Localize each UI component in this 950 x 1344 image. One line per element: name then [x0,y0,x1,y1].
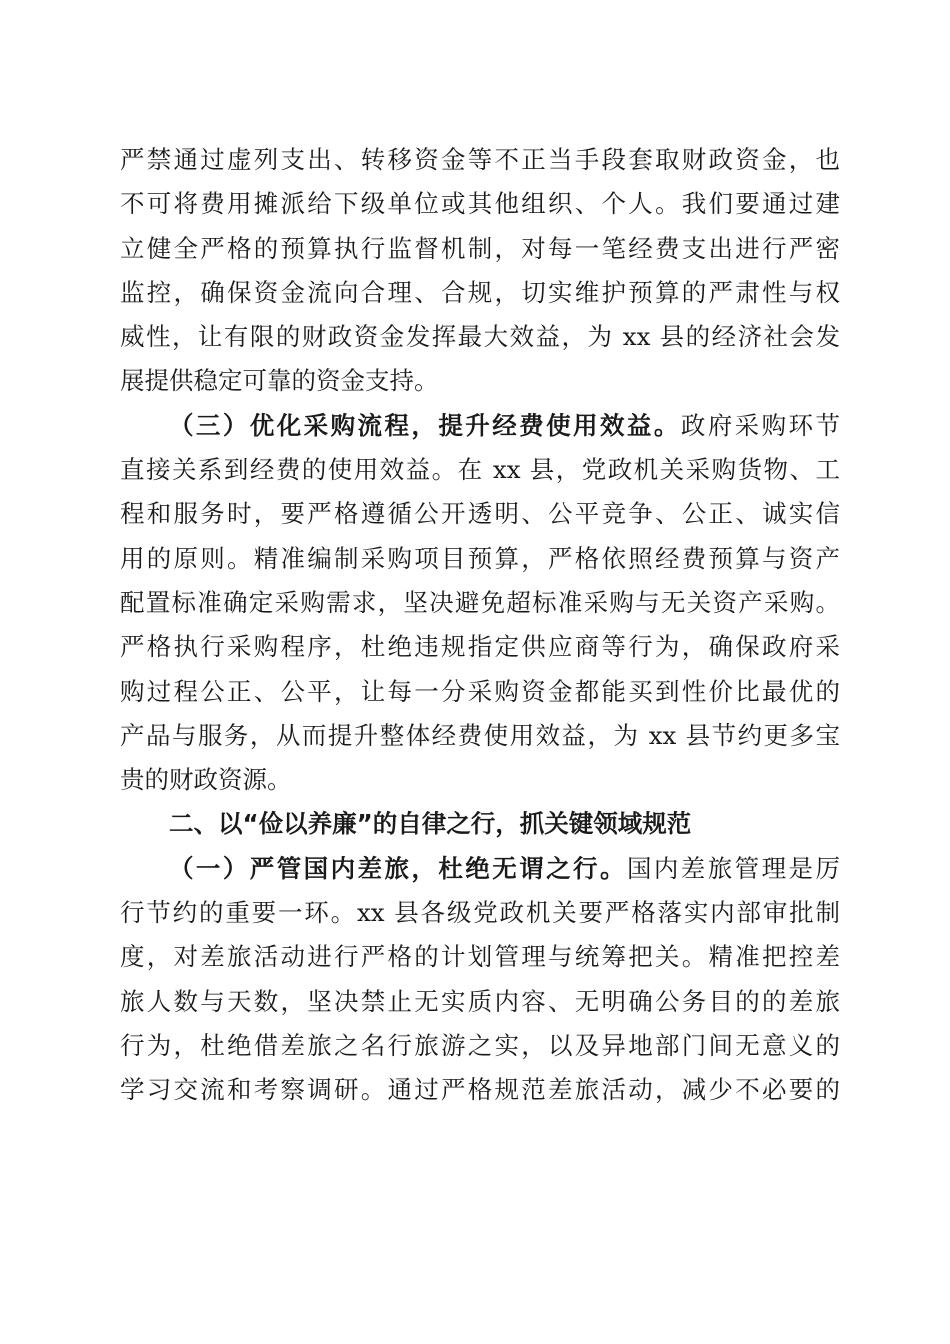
text-line: 配置标准确定采购需求，坚决避免超标准采购与无关资产采购。 [120,587,840,617]
subsection-title: （一）严管国内差旅，杜绝无谓之行。 [169,853,627,883]
text-line: 学习交流和考察调研。通过严格规范差旅活动，减少不必要的 [120,1075,840,1105]
text-line [120,847,840,891]
text-line: 产品与服务，从而提升整体经费使用效益，为 xx 县节约更多宝 [120,720,840,750]
text-run: 国内差旅管理是厉 [626,853,840,883]
text-run: 政府采购环节 [680,410,840,440]
text-line: 行节约的重要一环。xx 县各级党政机关要严格落实内部审批制 [120,898,840,928]
text-line [120,404,840,448]
subsection-title: （三）优化采购流程，提升经费使用效益。 [169,410,681,440]
text-line: 购过程公正、公平，让每一分采购资金都能买到性价比最优的 [120,676,840,706]
document-body [120,138,840,1113]
text-line: 严禁通过虚列支出、转移资金等不正当手段套取财政资金，也 [120,145,840,174]
text-line: 严格执行采购程序，杜绝违规指定供应商等行为，确保政府采 [120,632,840,662]
text-line: 旅人数与天数，坚决禁止无实质内容、无明确公务目的的差旅 [120,986,840,1016]
text-line: 不可将费用摊派给下级单位或其他组织、个人。我们要通过建 [120,189,840,219]
section-heading: 二、以“俭以养廉”的自律之行，抓关键领域规范 [169,809,692,839]
text-line: 度，对差旅活动进行严格的计划管理与统筹把关。精准把控差 [120,942,840,972]
text-line: 直接关系到经费的使用效益。在 xx 县，党政机关采购货物、工 [120,455,840,485]
text-line: 展提供稳定可靠的资金支持。 [120,366,439,396]
text-line: 用的原则。精准编制采购项目预算，严格依照经费预算与资产 [120,543,840,573]
text-line: 监控，确保资金流向合理、合规，切实维护预算的严肃性与权 [120,277,840,307]
text-line: 威性，让有限的财政资金发挥最大效益，为 xx 县的经济社会发 [120,322,840,352]
text-line: 贵的财政资源。 [120,765,292,795]
text-line: 立健全严格的预算执行监督机制，对每一笔经费支出进行严密 [120,233,840,263]
text-line: 行为，杜绝借差旅之名行旅游之实，以及异地部门间无意义的 [120,1030,840,1060]
text-line: 程和服务时，要严格遵循公开透明、公平竞争、公正、诚实信 [120,499,840,529]
